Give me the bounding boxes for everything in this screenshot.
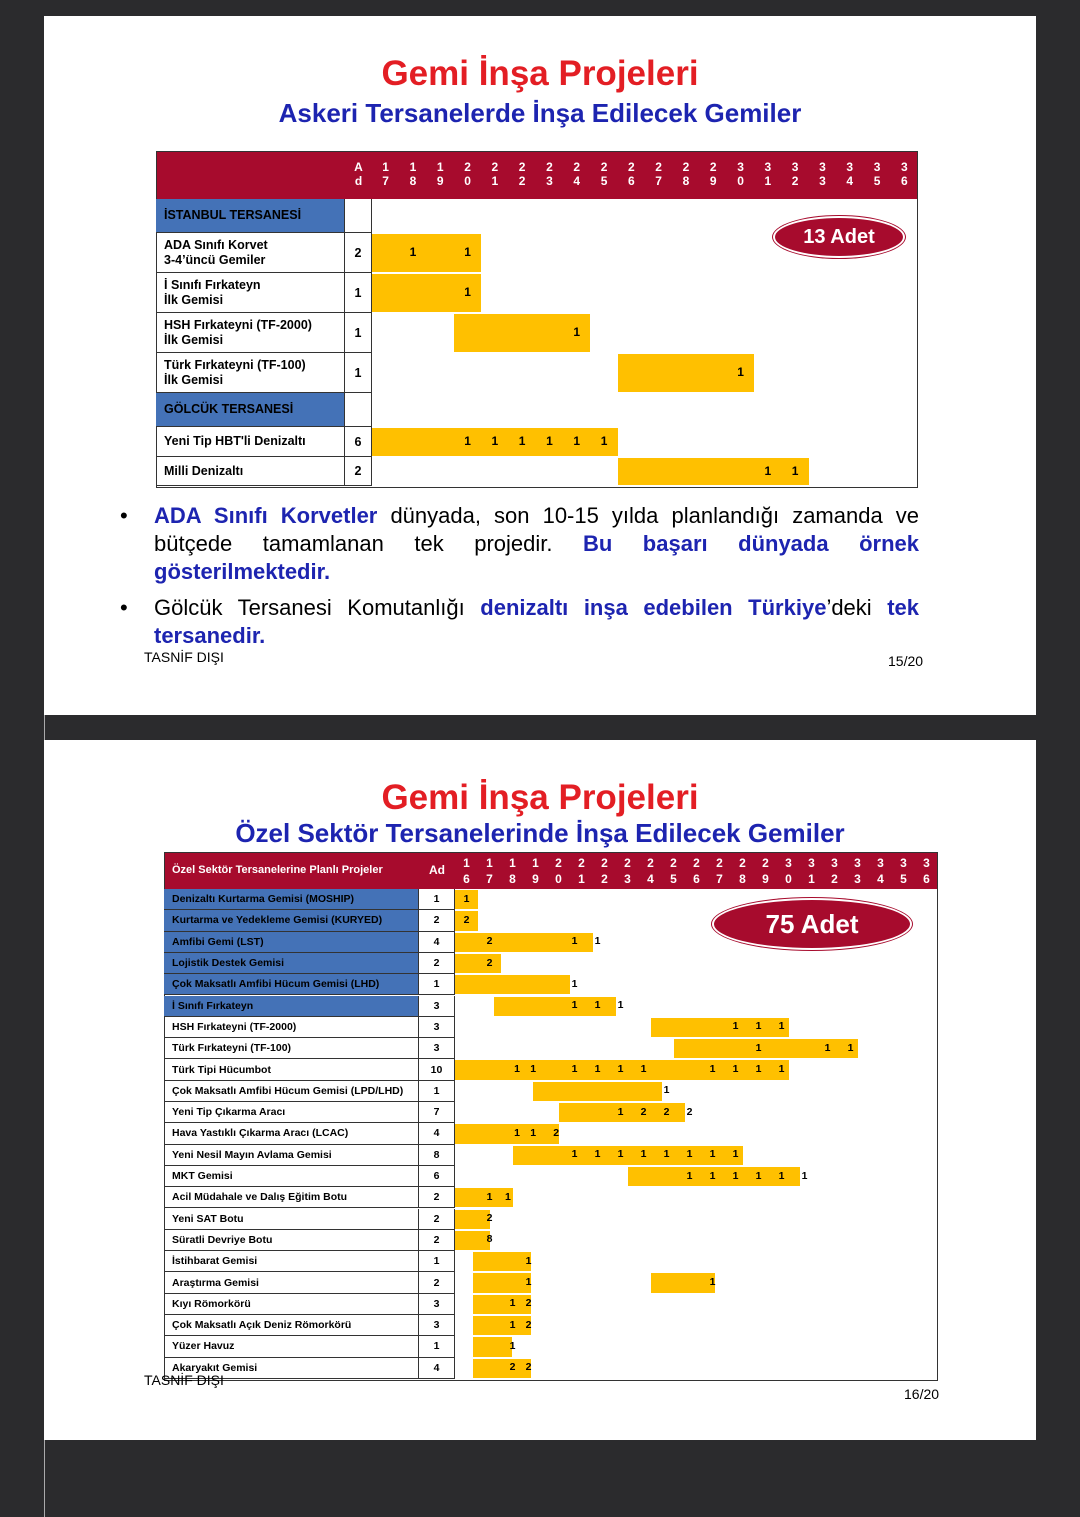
row-label: İ Sınıfı Fırkateyn İlk Gemisi: [156, 273, 345, 313]
bar-value: 1: [640, 1148, 647, 1161]
header-divider: [44, 1295, 45, 1332]
year-label: 2 4: [573, 160, 581, 188]
row-label: Yeni Tip HBT'li Denizaltı: [156, 427, 345, 457]
row-label: Araştırma Gemisi: [164, 1272, 419, 1293]
row-label: Çok Maksatlı Açık Deniz Römorkörü: [164, 1315, 419, 1336]
row-label: Akaryakıt Gemisi: [164, 1358, 419, 1379]
slide-15: [44, 16, 1036, 715]
row-count: 2: [419, 1209, 455, 1230]
bar-value: 2: [463, 913, 470, 926]
bar-value: 1: [617, 999, 624, 1012]
slide-title: Gemi İnşa Projeleri: [381, 778, 699, 817]
bar-value: 1: [709, 1063, 716, 1076]
header-divider: [44, 1073, 45, 1110]
year-label: 1 9: [436, 160, 444, 188]
bar-value: 1: [571, 935, 578, 948]
slide-subtitle: Askeri Tersanelerde İnşa Edilecek Gemiler: [278, 98, 802, 128]
year-label: 2 8: [739, 856, 746, 886]
header-divider: [44, 16, 45, 64]
bar-value: 2: [486, 956, 493, 969]
row-count: 2: [419, 910, 455, 931]
gantt-bar: [533, 1082, 662, 1101]
header-divider: [44, 925, 45, 962]
bar-value: 1: [594, 999, 601, 1012]
bar-value: 1: [764, 463, 772, 478]
bar-value: 1: [509, 1297, 516, 1310]
row-count: 3: [419, 996, 455, 1017]
section-header: GÖLCÜK TERSANESİ: [156, 393, 345, 427]
bar-value: 1: [546, 434, 553, 448]
bar-value: 8: [486, 1233, 493, 1246]
header-divider: [44, 1480, 45, 1517]
section-header: İSTANBUL TERSANESİ: [156, 199, 345, 233]
bar-value: 1: [755, 1041, 762, 1054]
row-count: 4: [419, 932, 455, 953]
slide-subtitle: Özel Sektör Tersanelerinde İnşa Edilecek Gemiler: [235, 818, 845, 848]
bullet-highlight: Bu başarı dünyada örnek gösterilmektedir.: [154, 531, 920, 584]
bar-value: 1: [732, 1169, 739, 1182]
bullet-highlight: ADA Sınıfı Korvetler: [154, 503, 378, 528]
bar-value: 1: [755, 1020, 762, 1033]
bar-value: 1: [486, 1190, 493, 1203]
bar-value: 1: [801, 1169, 808, 1182]
bar-value: 1: [571, 999, 578, 1012]
row-label: Hava Yastıklı Çıkarma Aracı (LCAC): [164, 1123, 419, 1144]
year-label: 2 3: [546, 160, 553, 188]
row-label: HSH Fırkateyni (TF-2000) İlk Gemisi: [156, 313, 345, 353]
bar-value: 1: [778, 1020, 785, 1033]
row-count: 1: [345, 273, 372, 313]
row-label: Milli Denizaltı: [156, 457, 345, 486]
header-divider: [44, 1332, 45, 1369]
row-label: Kıyı Römorkörü: [164, 1294, 419, 1315]
bar-value: 1: [686, 1169, 693, 1182]
page-number: 15/20: [888, 653, 924, 669]
header-divider: [44, 740, 45, 777]
bar-value: 1: [409, 245, 417, 259]
page-number: 16/20: [904, 1386, 940, 1402]
header-divider: [44, 888, 45, 925]
bar-value: 1: [464, 245, 471, 259]
private-shipyard-schedule-table: [44, 740, 1036, 1517]
bar-value: 1: [709, 1276, 716, 1289]
row-label: ADA Sınıfı Korvet 3-4’üncü Gemiler: [156, 233, 345, 273]
total-badge: 75 Adet: [712, 898, 912, 950]
year-label: 1 8: [509, 856, 516, 886]
header-divider: [44, 448, 45, 496]
bar-value: 1: [617, 1105, 624, 1118]
bullet-dot: •: [120, 503, 128, 528]
year-label: 3 1: [764, 160, 772, 188]
bar-value: 1: [755, 1063, 762, 1076]
row-label: Acil Müdahale ve Dalış Eğitim Botu: [164, 1187, 419, 1208]
bullet-text: ’deki: [826, 595, 888, 620]
year-label: 2 9: [762, 856, 769, 886]
year-label: 3 4: [877, 856, 884, 886]
header-divider: [44, 64, 45, 112]
bar-value: 1: [464, 434, 471, 448]
header-divider: [44, 160, 45, 208]
header-divider: [44, 256, 45, 304]
year-label: 2 6: [693, 856, 700, 886]
year-label: 3 5: [873, 160, 881, 188]
classification-label: TASNİF DIŞI: [144, 1372, 224, 1388]
row-count: 4: [419, 1358, 455, 1379]
year-label: 2 1: [578, 856, 585, 886]
bullet-highlight: denizaltı inşa edebilen Türkiye: [480, 595, 827, 620]
classification-label: TASNİF DIŞI: [144, 649, 224, 665]
bar-value: 1: [617, 1148, 624, 1161]
year-label: 3 4: [846, 160, 854, 188]
year-label: 2 0: [555, 856, 562, 886]
year-label: 2 7: [655, 160, 662, 188]
row-count: 8: [419, 1145, 455, 1166]
row-count: 1: [419, 1336, 455, 1357]
year-label: 2 9: [709, 160, 717, 188]
row-count: 1: [419, 974, 455, 995]
header-divider: [44, 1184, 45, 1221]
year-label: 2 3: [624, 856, 631, 886]
year-label: 3 1: [808, 856, 815, 886]
bar-value: 1: [530, 1063, 537, 1076]
year-label: 2 2: [518, 160, 526, 188]
header-divider: [44, 1221, 45, 1258]
bar-value: 1: [791, 463, 799, 478]
bar-value: 1: [778, 1063, 785, 1076]
year-label: 2 5: [600, 160, 608, 188]
row-count: 1: [345, 313, 372, 353]
header-divider: [44, 112, 45, 160]
bullet-highlight: tek tersanedir.: [154, 595, 920, 648]
total-badge: 13 Adet: [773, 216, 905, 258]
row-label: Türk Fırkateyni (TF-100) İlk Gemisi: [156, 353, 345, 393]
header-divider: [44, 814, 45, 851]
bar-value: 1: [732, 1063, 739, 1076]
bar-value: 1: [573, 325, 581, 339]
year-label: 3 6: [900, 160, 908, 188]
year-label: 1 7: [486, 856, 493, 886]
bar-value: 1: [514, 1126, 521, 1139]
year-label: 2 4: [647, 856, 654, 886]
row-count: 2: [419, 1230, 455, 1251]
bar-value: 2: [525, 1361, 532, 1374]
bar-value: 1: [525, 1276, 532, 1289]
year-label: 3 2: [791, 160, 799, 188]
year-label: 1 8: [409, 160, 417, 188]
row-count: 2: [345, 457, 372, 486]
row-count: [345, 393, 372, 427]
year-label: 3 2: [831, 856, 838, 886]
header-divider: [44, 496, 45, 544]
bar-value: 1: [514, 1063, 521, 1076]
bar-value: 2: [509, 1361, 516, 1374]
bar-value: 1: [509, 1318, 516, 1331]
bar-value: 1: [732, 1020, 739, 1033]
bar-value: 1: [571, 977, 578, 990]
row-label: Türk Tipi Hücumbot: [164, 1059, 419, 1080]
header-divider: [44, 400, 45, 448]
bar-value: 2: [640, 1105, 647, 1118]
bullet-dot: •: [120, 595, 128, 620]
row-count: 6: [419, 1166, 455, 1187]
row-label: Lojistik Destek Gemisi: [164, 953, 419, 974]
bar-value: 1: [755, 1169, 762, 1182]
row-count: 2: [419, 953, 455, 974]
row-count: 7: [419, 1102, 455, 1123]
row-label: Denizaltı Kurtarma Gemisi (MOSHIP): [164, 889, 419, 910]
bar-value: 2: [486, 935, 493, 948]
row-count: 4: [419, 1123, 455, 1144]
bar-value: 1: [663, 1084, 670, 1097]
row-label: Yeni Tip Çıkarma Aracı: [164, 1102, 419, 1123]
header-divider: [44, 777, 45, 814]
header-divider: [44, 1369, 45, 1406]
bullet-text: dünyada, son 10-15 yılda planlandığı zamanda ve bütçede tamamlanan tek projedir.: [154, 503, 920, 556]
header-divider: [44, 1036, 45, 1073]
year-label: 3 5: [900, 856, 907, 886]
bar-value: 1: [600, 434, 608, 448]
row-count: 2: [419, 1272, 455, 1293]
bar-value: 2: [553, 1126, 560, 1139]
bar-value: 1: [732, 1148, 739, 1161]
row-count: 3: [419, 1315, 455, 1336]
bar-value: 2: [663, 1105, 670, 1118]
year-label: 3 3: [819, 160, 826, 188]
bar-value: 1: [663, 1148, 670, 1161]
row-label: Çok Maksatlı Amfibi Hücum Gemisi (LPD/LHD): [164, 1081, 419, 1102]
year-label: 3 0: [737, 160, 744, 188]
row-label: Çok Maksatlı Amfibi Hücum Gemisi (LHD): [164, 974, 419, 995]
year-label: 3 6: [923, 856, 930, 886]
row-label: İ Sınıfı Fırkateyn: [164, 996, 419, 1017]
header-divider: [44, 304, 45, 352]
row-count: 10: [419, 1059, 455, 1080]
gantt-bar: [455, 975, 570, 994]
header-divider: [44, 688, 45, 736]
row-count: 1: [419, 1081, 455, 1102]
year-label: 2 5: [670, 856, 677, 886]
header-divider: [44, 352, 45, 400]
bar-value: 1: [573, 434, 581, 448]
bar-value: 1: [594, 935, 601, 948]
row-label: Türk Fırkateyni (TF-100): [164, 1038, 419, 1059]
year-label: 2 0: [464, 160, 471, 188]
bar-value: 1: [571, 1148, 578, 1161]
header-divider: [44, 999, 45, 1036]
row-label: Amfibi Gemi (LST): [164, 932, 419, 953]
year-label: 3 0: [785, 856, 792, 886]
bar-value: 1: [530, 1126, 537, 1139]
row-label: Süratli Devriye Botu: [164, 1230, 419, 1251]
bar-value: 1: [525, 1254, 532, 1267]
row-count: 2: [419, 1187, 455, 1208]
bar-value: 2: [486, 1212, 493, 1225]
year-label: 1 9: [532, 856, 539, 886]
year-label: 2 6: [627, 160, 635, 188]
header-divider: [44, 640, 45, 688]
row-label: Yeni Nesil Mayın Avlama Gemisi: [164, 1145, 419, 1166]
bar-value: 1: [491, 434, 499, 448]
row-label: Yeni SAT Botu: [164, 1209, 419, 1230]
bar-value: 1: [709, 1169, 716, 1182]
ad-header: A d: [354, 160, 363, 188]
header-divider: [44, 1147, 45, 1184]
bar-value: 1: [504, 1190, 511, 1203]
header-divider: [44, 1258, 45, 1295]
header-divider: [44, 1443, 45, 1480]
slide-16: [44, 740, 1036, 1440]
bar-value: 1: [594, 1063, 601, 1076]
year-label: 1 6: [463, 856, 470, 886]
bar-value: 1: [778, 1169, 785, 1182]
row-label: MKT Gemisi: [164, 1166, 419, 1187]
row-count: 1: [345, 353, 372, 393]
bar-value: 1: [709, 1148, 716, 1161]
header-divider: [44, 592, 45, 640]
year-label: 2 7: [716, 856, 723, 886]
bar-value: 2: [525, 1297, 532, 1310]
bullet-text: Gölcük Tersanesi Komutanlığı: [154, 595, 481, 620]
row-count: [345, 199, 372, 233]
bar-value: 1: [686, 1148, 693, 1161]
bar-value: 1: [594, 1148, 601, 1161]
bar-value: 1: [518, 434, 526, 448]
ad-header: Ad: [429, 863, 445, 877]
bar-value: 2: [525, 1318, 532, 1331]
header-divider: [44, 962, 45, 999]
row-count: 3: [419, 1294, 455, 1315]
project-column-header: Özel Sektör Tersanelerine Planlı Projeler: [172, 864, 383, 876]
row-count: 2: [345, 233, 372, 273]
bar-value: 1: [571, 1063, 578, 1076]
row-count: 6: [345, 427, 372, 457]
row-label: Kurtarma ve Yedekleme Gemisi (KURYED): [164, 910, 419, 931]
bar-value: 1: [464, 285, 471, 299]
slide-title: Gemi İnşa Projeleri: [381, 54, 699, 93]
bar-value: 1: [640, 1063, 647, 1076]
header-divider: [44, 544, 45, 592]
year-label: 1 7: [382, 160, 389, 188]
year-label: 2 8: [682, 160, 690, 188]
row-count: 1: [419, 1251, 455, 1272]
row-count: 3: [419, 1017, 455, 1038]
bar-value: 1: [463, 892, 470, 905]
header-divider: [44, 1110, 45, 1147]
bar-value: 2: [686, 1105, 693, 1118]
bar-value: 1: [617, 1063, 624, 1076]
year-label: 2 1: [491, 160, 499, 188]
row-label: Yüzer Havuz: [164, 1336, 419, 1357]
year-label: 2 2: [601, 856, 608, 886]
header-divider: [44, 1406, 45, 1443]
bar-value: 1: [737, 365, 744, 379]
bullet-golcuk: [120, 594, 920, 650]
bar-value: 1: [847, 1041, 854, 1054]
year-label: 3 3: [854, 856, 861, 886]
bar-value: 1: [824, 1041, 831, 1054]
row-label: İstihbarat Gemisi: [164, 1251, 419, 1272]
header-divider: [44, 851, 45, 888]
row-count: 3: [419, 1038, 455, 1059]
header-divider: [44, 208, 45, 256]
bullet-ada-corvette: [120, 502, 920, 586]
row-label: HSH Fırkateyni (TF-2000): [164, 1017, 419, 1038]
bar-value: 1: [509, 1339, 516, 1352]
row-count: 1: [419, 889, 455, 910]
